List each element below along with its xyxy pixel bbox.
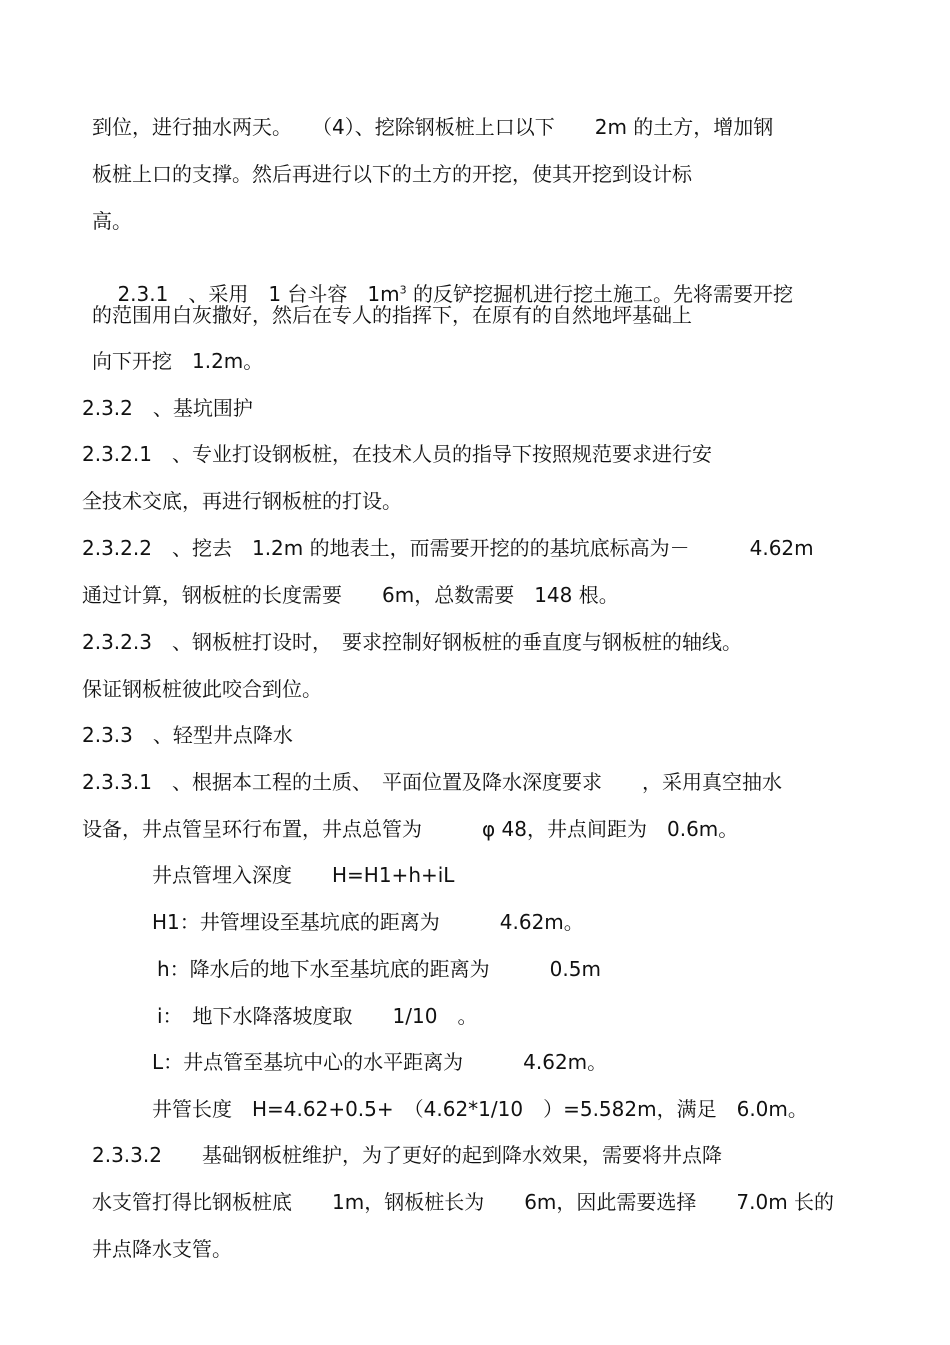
paragraph-line-13: 保证钢板桩彼此咬合到位。 <box>82 677 322 701</box>
line-4-part-1: 2.3.1 、采用 1 台斗容 1m <box>117 282 400 306</box>
paragraph-line-9: 全技术交底，再进行钢板桩的打设。 <box>82 489 402 513</box>
section-heading-2-3-2: 2.3.2 、基坑围护 <box>82 396 253 420</box>
paragraph-line-6: 向下开挖 1.2m。 <box>92 349 264 373</box>
paragraph-line-23: 2.3.3.2 基础钢板桩维护，为了更好的起到降水效果，需要将井点降 <box>92 1143 722 1167</box>
formula-line-6: 井管长度 H=4.62+0.5+ （4.62*1/10 ）=5.582m，满足 6.0m。 <box>152 1097 808 1121</box>
formula-line-3: h：降水后的地下水至基坑底的距离为 0.5m <box>157 957 601 981</box>
paragraph-line-1: 到位，进行抽水两天。 （4）、挖除钢板桩上口以下 2m 的土方，增加钢 <box>92 115 774 139</box>
paragraph-line-16: 设备，井点管呈环行布置，井点总管为 φ 48，井点间距为 0.6m。 <box>82 817 739 841</box>
cubic-superscript: 3 <box>399 283 407 297</box>
section-heading-2-3-3: 2.3.3 、轻型井点降水 <box>82 723 293 747</box>
paragraph-line-5: 的范围用白灰撒好，然后在专人的指挥下，在原有的自然地坪基础上 <box>92 303 692 327</box>
paragraph-line-10: 2.3.2.2 、挖去 1.2m 的地表土，而需要开挖的的基坑底标高为－ 4.62m <box>82 536 814 560</box>
paragraph-line-15: 2.3.3.1 、根据本工程的土质、 平面位置及降水深度要求 ，采用真空抽水 <box>82 770 782 794</box>
paragraph-line-3: 高。 <box>92 209 132 233</box>
paragraph-line-11: 通过计算，钢板桩的长度需要 6m，总数需要 148 根。 <box>82 583 619 607</box>
line-4-part-2: 的反铲挖掘机进行挖土施工。先将需要开挖 <box>406 282 793 306</box>
formula-line-5: L：井点管至基坑中心的水平距离为 4.62m。 <box>152 1050 608 1074</box>
formula-line-1: 井点管埋入深度 H=H1+h+iL <box>152 863 455 887</box>
formula-line-2: H1：井管埋设至基坑底的距离为 4.62m。 <box>152 910 584 934</box>
paragraph-line-2: 板桩上口的支撑。然后再进行以下的土方的开挖，使其开挖到设计标 <box>92 162 692 186</box>
paragraph-line-24: 水支管打得比钢板桩底 1m，钢板桩长为 6m，因此需要选择 7.0m 长的 <box>92 1190 835 1214</box>
paragraph-line-12: 2.3.2.3 、钢板桩打设时， 要求控制好钢板桩的垂直度与钢板桩的轴线。 <box>82 630 742 654</box>
paragraph-line-8: 2.3.2.1 、专业打设钢板桩，在技术人员的指导下按照规范要求进行安 <box>82 442 712 466</box>
paragraph-line-25: 井点降水支管。 <box>92 1237 232 1261</box>
formula-line-4: i： 地下水降落坡度取 1/10 。 <box>157 1004 478 1028</box>
